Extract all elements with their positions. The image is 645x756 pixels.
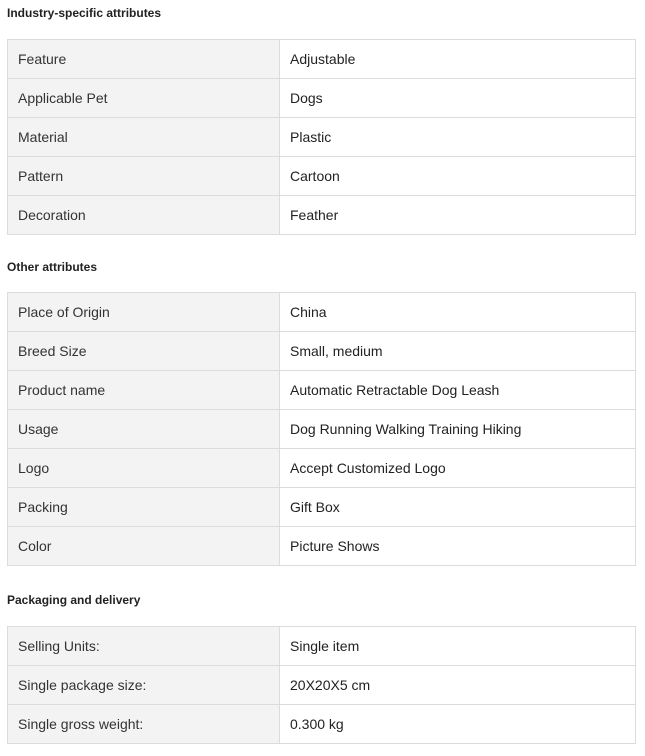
table-row	[8, 410, 636, 449]
attr-value: Gift Box	[280, 488, 636, 527]
attr-value: Dogs	[280, 79, 636, 118]
table-row	[8, 371, 636, 410]
attr-value: Small, medium	[280, 332, 636, 371]
attr-key: Color	[8, 527, 280, 566]
table-row	[8, 157, 636, 196]
attr-value: China	[280, 293, 636, 332]
attr-value: Dog Running Walking Training Hiking	[280, 410, 636, 449]
attr-value: Cartoon	[280, 157, 636, 196]
attr-value: Feather	[280, 196, 636, 235]
attr-value: 0.300 kg	[280, 705, 636, 744]
attr-key: Applicable Pet	[8, 79, 280, 118]
table-row	[8, 293, 636, 332]
attr-value: Adjustable	[280, 40, 636, 79]
attr-value: Single item	[280, 627, 636, 666]
attr-value: Accept Customized Logo	[280, 449, 636, 488]
attr-value: Automatic Retractable Dog Leash	[280, 371, 636, 410]
attr-value: Plastic	[280, 118, 636, 157]
attr-key: Logo	[8, 449, 280, 488]
attr-key: Pattern	[8, 157, 280, 196]
attr-key: Single gross weight:	[8, 705, 280, 744]
table-row	[8, 79, 636, 118]
table-row	[8, 332, 636, 371]
section-title-packaging: Packaging and delivery	[7, 593, 141, 607]
table-row	[8, 627, 636, 666]
table-row	[8, 449, 636, 488]
attr-key: Selling Units:	[8, 627, 280, 666]
attr-key: Place of Origin	[8, 293, 280, 332]
attr-key: Breed Size	[8, 332, 280, 371]
attr-key: Usage	[8, 410, 280, 449]
attr-key: Single package size:	[8, 666, 280, 705]
other-attributes-table	[7, 292, 636, 566]
attr-key: Material	[8, 118, 280, 157]
section-title-other: Other attributes	[7, 260, 98, 274]
attr-value: 20X20X5 cm	[280, 666, 636, 705]
section-title-industry: Industry-specific attributes	[7, 6, 162, 20]
table-row	[8, 40, 636, 79]
attr-key: Feature	[8, 40, 280, 79]
table-row	[8, 196, 636, 235]
packaging-table	[7, 626, 636, 744]
table-row	[8, 666, 636, 705]
industry-attributes-table	[7, 39, 636, 235]
attr-key: Decoration	[8, 196, 280, 235]
attr-key: Packing	[8, 488, 280, 527]
attr-key: Product name	[8, 371, 280, 410]
table-row	[8, 118, 636, 157]
table-row	[8, 705, 636, 744]
table-row	[8, 527, 636, 566]
table-row	[8, 488, 636, 527]
attr-value: Picture Shows	[280, 527, 636, 566]
